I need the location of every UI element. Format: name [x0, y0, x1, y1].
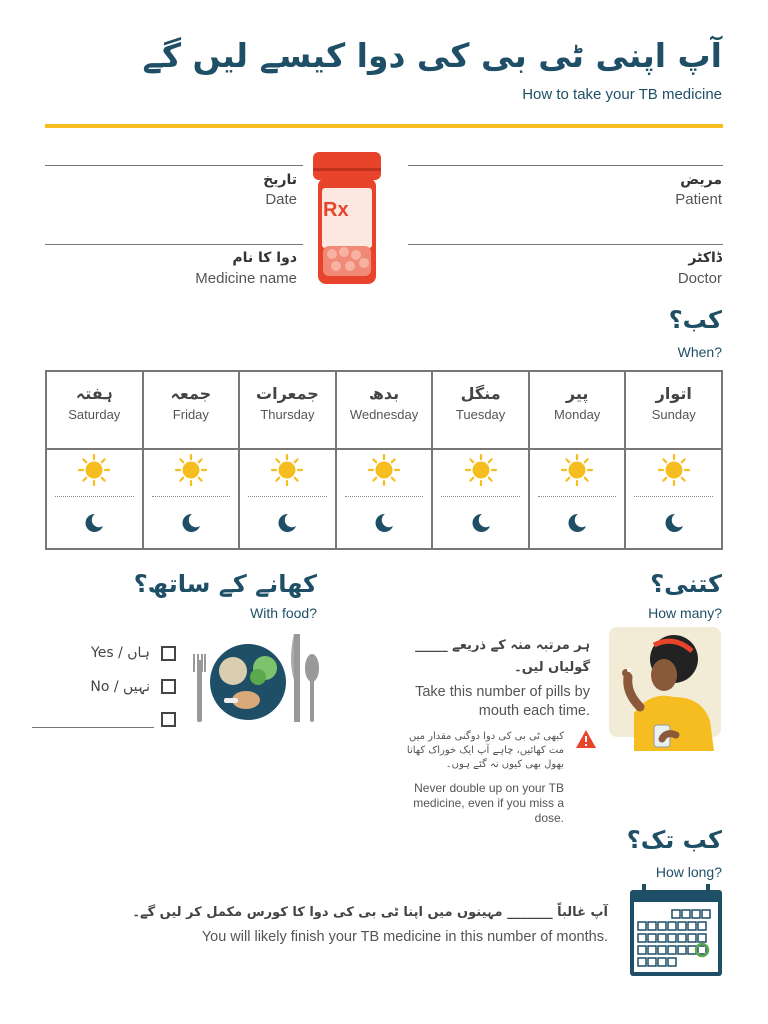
no-checkbox[interactable] [161, 679, 176, 694]
day-column-wednesday [335, 372, 432, 548]
doctor-line[interactable] [408, 244, 723, 245]
plate-icon [188, 630, 322, 726]
day-column-sunday [624, 372, 721, 548]
yes-option-label: Yes / ہاں [91, 645, 150, 661]
with-food-heading: With food? [250, 605, 317, 621]
weekly-schedule-table [45, 370, 723, 550]
day-column-monday [528, 372, 625, 548]
dose-divider [152, 496, 231, 497]
day-header [337, 384, 432, 450]
date-line[interactable] [45, 165, 303, 166]
knife-icon [291, 634, 300, 722]
moon-icon[interactable] [180, 512, 202, 534]
how-many-text-urdu: ہر مرتبہ منہ کے ذریعے _____ گولیاں لیں۔ [415, 638, 590, 675]
day-header [530, 384, 625, 450]
patient-label: Patient [675, 191, 722, 208]
day-header [433, 384, 528, 450]
day-label-urdu: اتوار [655, 384, 692, 403]
dose-divider [55, 496, 134, 497]
medicine-name-label: Medicine name [195, 270, 297, 287]
dose-divider [248, 496, 327, 497]
how-many-text: Take this number of pills by mouth each time. [415, 684, 590, 719]
how-many-heading-urdu: کتنی؟ [650, 570, 722, 598]
day-label-urdu: پیر [565, 384, 589, 403]
page-title-english: How to take your TB medicine [522, 86, 722, 103]
day-label: Saturday [68, 407, 121, 422]
how-long-heading: How long? [655, 864, 722, 880]
page-title-urdu: آپ اپنی ٹی بی کی دوا کیسے لیں گے [142, 36, 722, 75]
day-label-urdu: ہفتہ [75, 384, 113, 403]
warning-icon [575, 729, 597, 749]
day-column-thursday [238, 372, 335, 548]
fork-icon [193, 654, 206, 722]
with-food-heading-urdu: کھانے کے ساتھ؟ [133, 570, 317, 598]
day-label-urdu: منگل [460, 384, 501, 403]
calendar-icon [628, 884, 724, 978]
day-column-saturday [47, 372, 142, 548]
day-column-tuesday [431, 372, 528, 548]
how-long-heading-urdu: کب تک؟ [626, 826, 722, 854]
moon-icon[interactable] [470, 512, 492, 534]
no-option-label: No / نہیں [90, 679, 150, 695]
warning-text-urdu: کبھی ٹی بی کی دوا دوگنی مقدار میں مت کھائیں، چاہے آپ ایک خوراک کھانا بھول بھی کیوں نہ گئے ہوں۔ [406, 731, 564, 770]
date-label-urdu: تاریخ [263, 172, 297, 188]
spoon-icon [305, 654, 319, 722]
day-header [240, 384, 335, 450]
sun-icon[interactable] [465, 454, 497, 486]
day-label: Thursday [260, 407, 315, 422]
day-label: Tuesday [455, 407, 506, 422]
day-header [47, 384, 142, 450]
day-label-urdu: جمعرات [256, 384, 319, 403]
moon-icon[interactable] [83, 512, 105, 534]
dose-divider [441, 496, 520, 497]
moon-icon[interactable] [663, 512, 685, 534]
moon-icon[interactable] [373, 512, 395, 534]
other-checkbox[interactable] [161, 712, 176, 727]
person-taking-pill-icon [606, 627, 724, 751]
day-header [626, 384, 721, 450]
day-label: Monday [554, 407, 601, 422]
day-label-urdu: جمعہ [170, 384, 212, 403]
sun-icon[interactable] [78, 454, 110, 486]
moon-icon[interactable] [276, 512, 298, 534]
when-heading-urdu: کب؟ [668, 306, 722, 334]
medicine-name-line[interactable] [45, 244, 303, 245]
sun-icon[interactable] [271, 454, 303, 486]
doctor-label: Doctor [677, 270, 722, 287]
sun-icon[interactable] [368, 454, 400, 486]
day-column-friday [142, 372, 239, 548]
date-label: Date [265, 191, 297, 208]
dose-divider [538, 496, 617, 497]
patient-line[interactable] [408, 165, 723, 166]
day-label: Wednesday [349, 407, 419, 422]
warning-text: Never double up on your TB medicine, even if you miss a dose. [413, 781, 564, 825]
medicine-name-label-urdu: دوا کا نام [232, 250, 297, 266]
how-many-heading: How many? [648, 605, 722, 621]
how-long-text-urdu: آپ غالباً _______ مہینوں میں اپنا ٹی بی کی دوا کا کورس مکمل کر لیں گے۔ [132, 905, 608, 920]
yes-checkbox[interactable] [161, 646, 176, 661]
how-long-text: You will likely finish your TB medicine in this number of months. [201, 929, 608, 945]
dose-divider [345, 496, 424, 497]
day-label: Sunday [651, 407, 696, 422]
dose-divider [634, 496, 713, 497]
pill-bottle-icon [308, 148, 386, 288]
sun-icon[interactable] [561, 454, 593, 486]
header-divider [45, 124, 723, 128]
doctor-label-urdu: ڈاکٹر [688, 250, 722, 266]
other-option-line[interactable] [32, 727, 154, 728]
rx-label: Rx [323, 199, 349, 221]
when-heading: When? [677, 344, 722, 360]
day-header [144, 384, 239, 450]
sun-icon[interactable] [658, 454, 690, 486]
moon-icon[interactable] [566, 512, 588, 534]
day-label: Friday [172, 407, 209, 422]
sun-icon[interactable] [175, 454, 207, 486]
patient-label-urdu: مریض [680, 172, 722, 188]
day-label-urdu: بدھ [368, 384, 400, 403]
